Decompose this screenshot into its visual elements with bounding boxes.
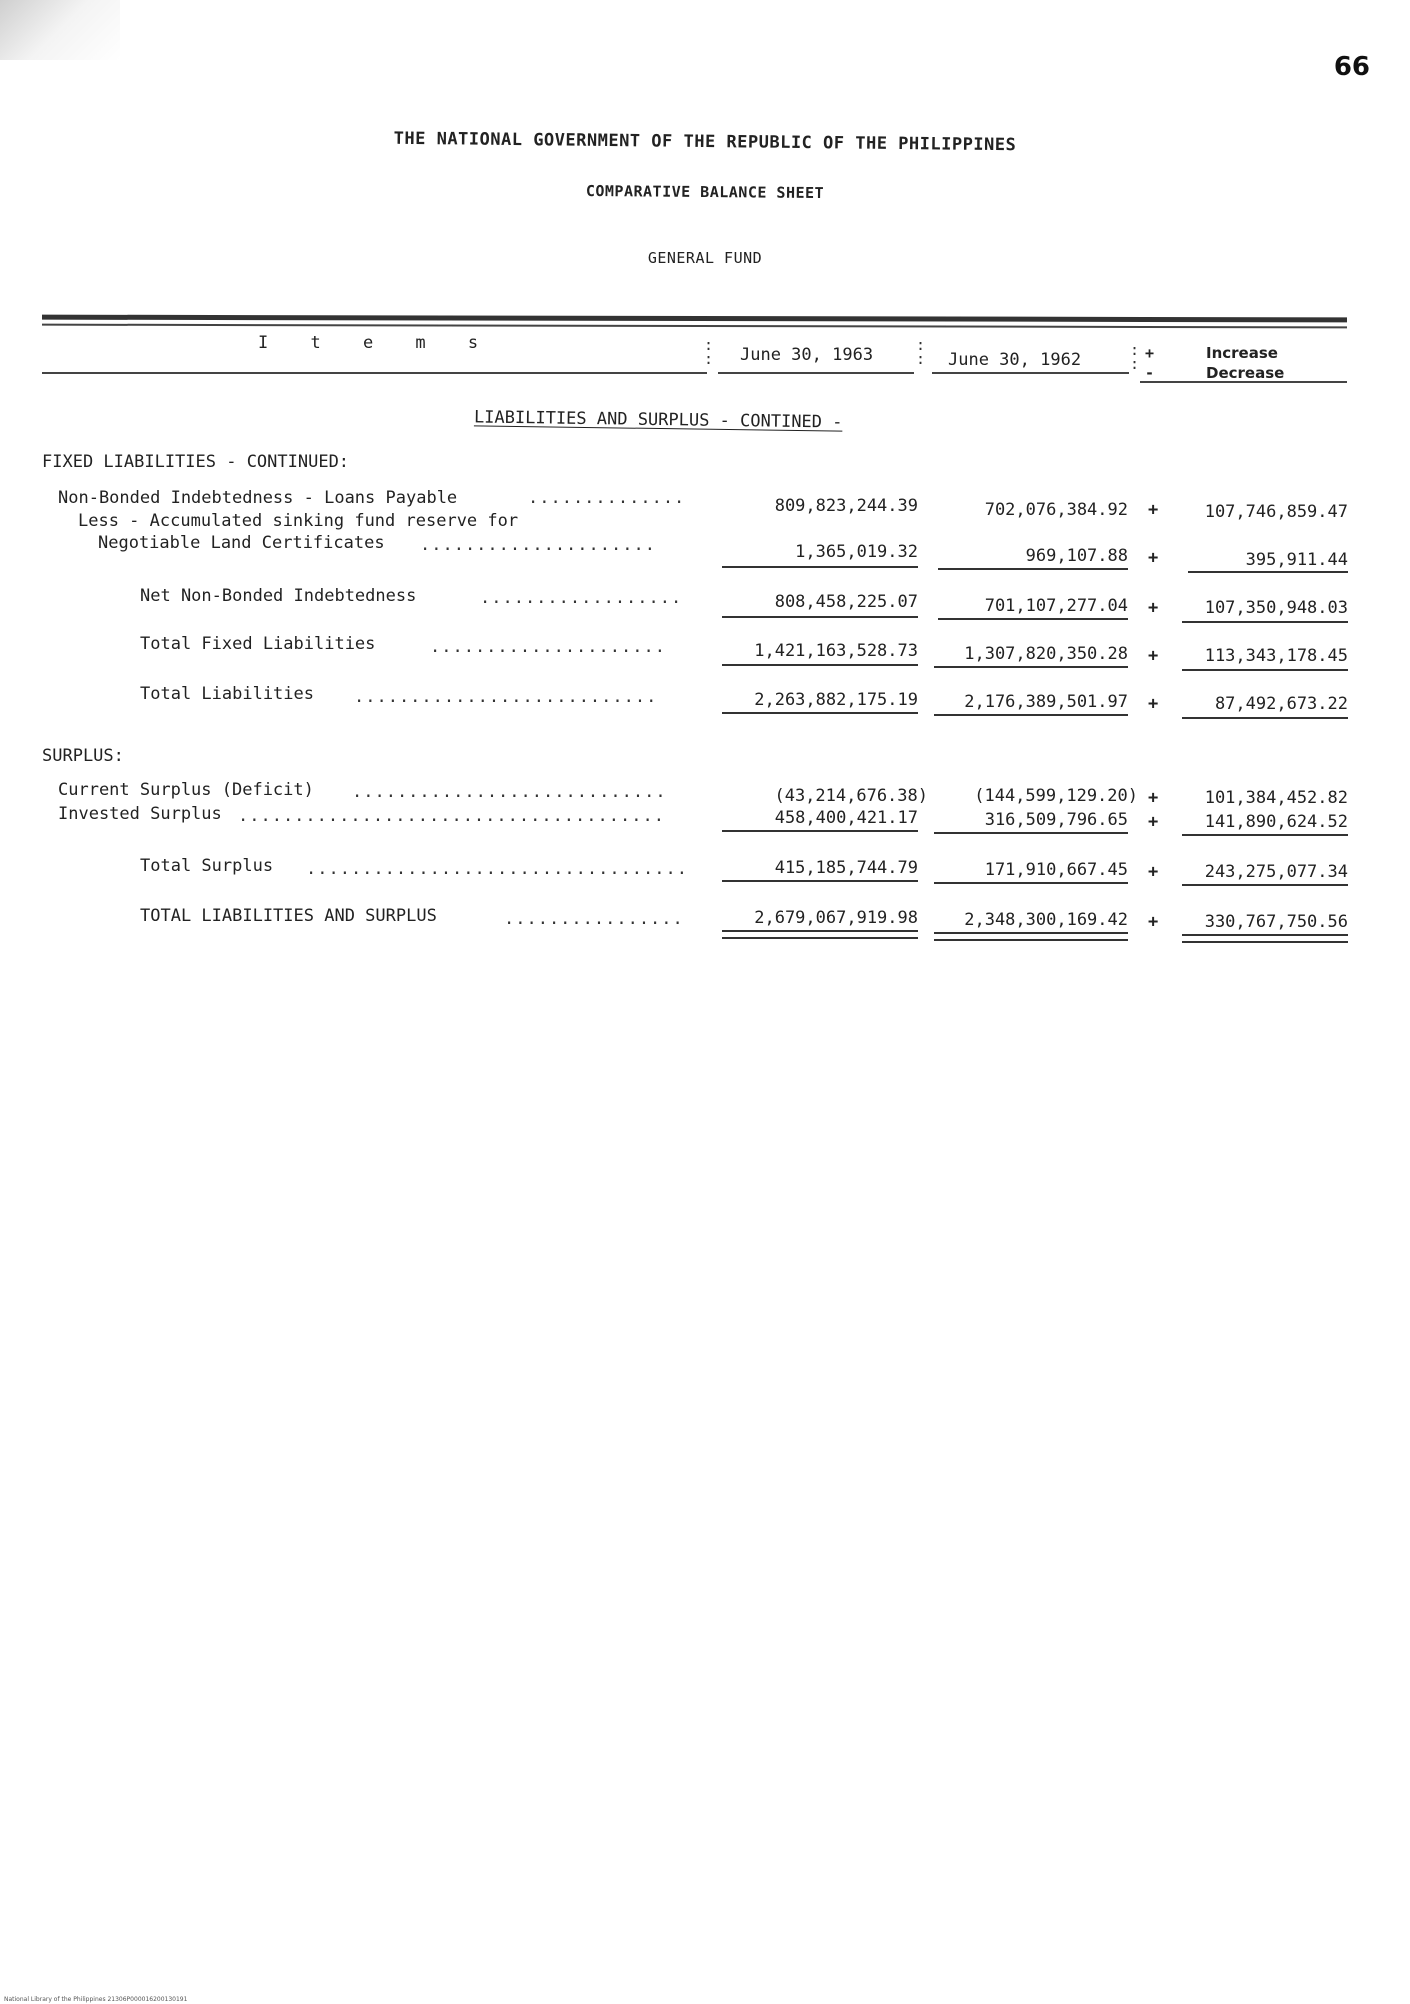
row-leader-dots: ........................... xyxy=(354,687,658,707)
fund-title: GENERAL FUND xyxy=(647,249,763,267)
column-header-1963: June 30, 1963 xyxy=(740,345,874,365)
row-label: Invested Surplus xyxy=(58,804,222,824)
row-leader-dots: ................ xyxy=(504,909,684,929)
subtotal-underline xyxy=(722,712,918,714)
row-leader-dots: .............. xyxy=(528,488,686,508)
value-1962: 701,107,277.04 xyxy=(984,596,1128,616)
surplus-heading: SURPLUS: xyxy=(42,746,124,766)
change-sign: + xyxy=(1148,548,1159,568)
value-1963: 809,823,244.39 xyxy=(774,496,918,516)
table-top-rule-thin xyxy=(42,324,1347,329)
change-sign: + xyxy=(1148,694,1159,714)
row-leader-dots: .................................. xyxy=(306,859,688,879)
table-top-rule xyxy=(42,315,1347,323)
column-separator: : : xyxy=(704,336,714,368)
column-header-1962: June 30, 1962 xyxy=(948,350,1082,370)
column-header-items: I t e m s xyxy=(258,333,495,353)
subtotal-underline xyxy=(722,616,918,618)
row-label: Total Liabilities xyxy=(140,684,314,704)
header-rule-items xyxy=(42,372,707,374)
row-label: Current Surplus (Deficit) xyxy=(58,780,314,800)
value-1963: 415,185,744.79 xyxy=(774,858,918,878)
row-leader-dots: ..................... xyxy=(420,535,656,555)
change-sign: + xyxy=(1148,812,1159,832)
fixed-liabilities-heading: FIXED LIABILITIES - CONTINUED: xyxy=(42,452,350,472)
value-1963: 1,421,163,528.73 xyxy=(754,641,918,661)
value-change: 107,350,948.03 xyxy=(1204,598,1348,618)
subtotal-underline xyxy=(1182,621,1348,623)
subtotal-underline xyxy=(934,832,1128,834)
value-1962: 1,307,820,350.28 xyxy=(964,644,1128,664)
value-1963: 808,458,225.07 xyxy=(774,592,918,612)
subtotal-underline xyxy=(1182,834,1348,836)
subtotal-underline xyxy=(934,714,1128,716)
page-number: 66 xyxy=(1333,52,1370,82)
subtotal-underline xyxy=(938,618,1128,620)
change-sign: + xyxy=(1148,788,1159,808)
value-change: 87,492,673.22 xyxy=(1214,694,1348,714)
subtotal-underline xyxy=(722,880,918,882)
value-1962: (144,599,129.20) xyxy=(974,786,1138,806)
change-sign: + xyxy=(1148,646,1159,666)
value-1962: 2,348,300,169.42 xyxy=(964,910,1128,930)
section-title: LIABILITIES AND SURPLUS - CONTINED - xyxy=(473,407,843,433)
column-separator: : : xyxy=(1130,341,1140,373)
grand-total-double-underline xyxy=(1182,934,1348,943)
change-sign: + xyxy=(1148,598,1159,618)
change-sign: + xyxy=(1148,912,1159,932)
subtotal-underline xyxy=(1182,884,1348,886)
subtotal-underline xyxy=(722,566,918,568)
change-sign: + xyxy=(1148,862,1159,882)
value-change: 107,746,859.47 xyxy=(1204,502,1348,522)
subtotal-underline xyxy=(938,568,1128,570)
value-1963: 2,263,882,175.19 xyxy=(754,690,918,710)
column-separator: : : xyxy=(916,336,926,368)
value-change: 395,911.44 xyxy=(1245,550,1348,570)
change-sign: + xyxy=(1148,500,1159,520)
value-1962: 702,076,384.92 xyxy=(984,500,1128,520)
archive-footer: National Library of the Philippines 21306P000016200130191 xyxy=(4,1996,188,2003)
value-change: 243,275,077.34 xyxy=(1204,862,1348,882)
row-label: Total Surplus xyxy=(140,856,274,876)
value-change: 101,384,452.82 xyxy=(1204,788,1348,808)
value-1963: (43,214,676.38) xyxy=(774,786,928,806)
row-label: TOTAL LIABILITIES AND SURPLUS xyxy=(140,906,437,926)
value-1962: 969,107.88 xyxy=(1025,546,1128,566)
subtotal-underline xyxy=(722,664,918,666)
subtotal-underline xyxy=(1188,571,1348,573)
row-label: Total Fixed Liabilities xyxy=(140,634,376,654)
row-label: Less - Accumulated sinking fund reserve for xyxy=(78,511,519,531)
value-change: 330,767,750.56 xyxy=(1204,912,1348,932)
document-subtitle: COMPARATIVE BALANCE SHEET xyxy=(585,181,825,203)
document-title: THE NATIONAL GOVERNMENT OF THE REPUBLIC OF THE PHILIPPINES xyxy=(393,128,1017,156)
subtotal-underline xyxy=(934,882,1128,884)
subtotal-underline xyxy=(1182,717,1348,719)
column-header-change: Increase Decrease xyxy=(1206,344,1285,382)
value-1962: 316,509,796.65 xyxy=(984,810,1128,830)
header-rule-col2 xyxy=(932,372,1129,374)
value-1963: 1,365,019.32 xyxy=(795,542,918,562)
header-rule-col1 xyxy=(718,372,914,374)
value-change: 141,890,624.52 xyxy=(1204,812,1348,832)
grand-total-double-underline xyxy=(722,930,918,939)
value-1963: 2,679,067,919.98 xyxy=(754,908,918,928)
value-change: 113,343,178.45 xyxy=(1204,646,1348,666)
subtotal-underline xyxy=(1182,669,1348,671)
scan-shadow xyxy=(0,0,120,60)
row-label: Net Non-Bonded Indebtedness xyxy=(140,586,417,606)
value-1963: 458,400,421.17 xyxy=(774,808,918,828)
subtotal-underline xyxy=(934,666,1128,668)
row-leader-dots: .................. xyxy=(480,588,683,608)
row-label: Non-Bonded Indebtedness - Loans Payable xyxy=(58,488,458,508)
column-header-sign: + - xyxy=(1145,344,1155,382)
row-leader-dots: ..................... xyxy=(430,637,666,657)
subtotal-underline xyxy=(722,830,918,832)
value-1962: 2,176,389,501.97 xyxy=(964,692,1128,712)
row-label: Negotiable Land Certificates xyxy=(98,533,385,553)
row-leader-dots: ...................................... xyxy=(238,806,665,826)
row-leader-dots: ............................ xyxy=(352,782,667,802)
value-1962: 171,910,667.45 xyxy=(984,860,1128,880)
grand-total-double-underline xyxy=(934,932,1128,941)
